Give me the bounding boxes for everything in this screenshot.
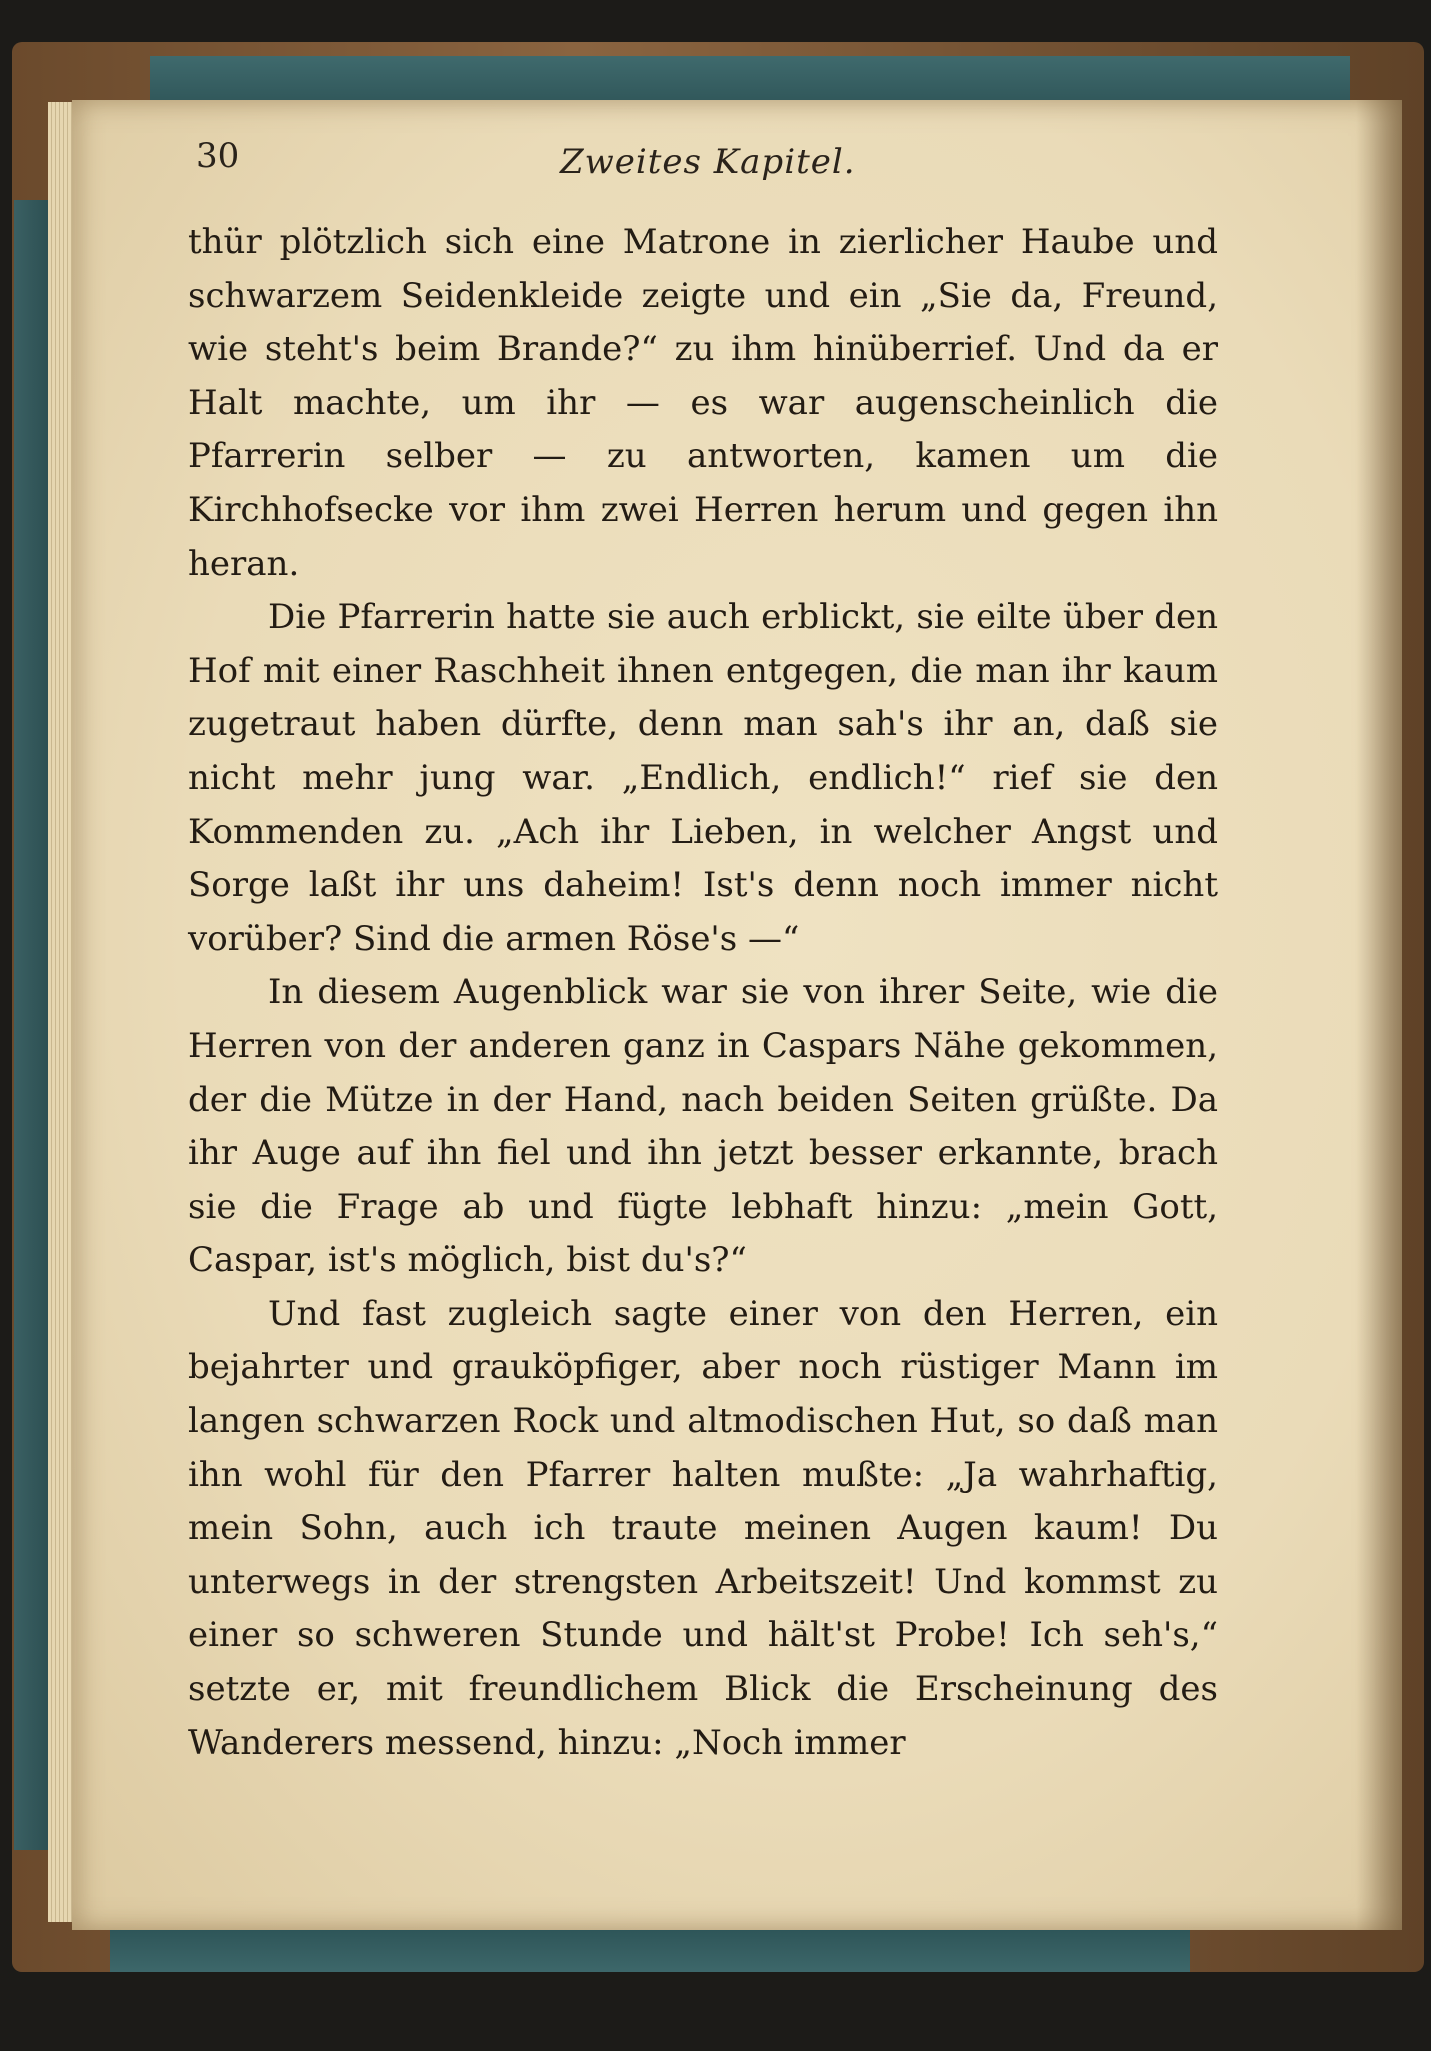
cloth-binding-bottom <box>110 1924 1190 1972</box>
page-number: 30 <box>196 136 240 176</box>
page-gutter-shadow <box>1356 100 1402 1930</box>
body-text <box>188 216 1218 1770</box>
running-head: Zweites Kapitel. <box>560 142 856 182</box>
page-header <box>0 136 1431 196</box>
paragraph: Die Pfarrerin hatte sie auch erblickt, sie eilte über den Hof mit einer Raschheit ihnen entgegen, die man ihr kaum zugetraut haben dürfte, denn man sah's ihr an, daß sie nicht mehr jung war. „Endlich, endlich!“ rief sie den Kommenden zu. „Ach ihr Lieben, in welcher Angst und Sorge laßt ihr uns daheim! Ist's denn noch immer nicht vorüber? Sind die armen Röse's —“ <box>188 597 1218 959</box>
paragraph: Und fast zugleich sagte einer von den Herren, ein bejahrter und grauköpfiger, aber noch rüstiger Mann im langen schwarzen Rock und altmodischen Hut, so daß man ihn wohl für den Pfarrer halten mußte: „Ja wahrhaftig, mein Sohn, auch ich traute meinen Augen kaum! Du unterwegs in der strengsten Arbeitszeit! Und kommst zu einer so schweren Stunde und hält'st Probe! Ich seh's,“ setzte er, mit freundlichem Blick die Erscheinung des Wanderers messend, hinzu: „Noch immer <box>188 1293 1218 1763</box>
paragraph: In diesem Augenblick war sie von ihrer Seite, wie die Herren von der anderen ganz in Caspars Nähe gekommen, der die Mütze in der Hand, nach beiden Seiten grüßte. Da ihr Auge auf ihn fiel und ihn jetzt besser erkannte, brach sie die Frage ab und fügte lebhaft hinzu: „mein Gott, Caspar, ist's möglich, bist du's?“ <box>188 972 1218 1281</box>
paragraph: thür plötzlich sich eine Matrone in zierlicher Haube und schwarzem Seidenkleide zeigte und ein „Sie da, Freund, wie steht's beim Brande?“ zu ihm hinüberrief. Und da er Halt machte, um ihr — es war augenscheinlich die Pfarrerin selber — zu antworten, kamen um die Kirchhofsecke vor ihm zwei Herren herum und gegen ihn heran. <box>188 222 1218 584</box>
